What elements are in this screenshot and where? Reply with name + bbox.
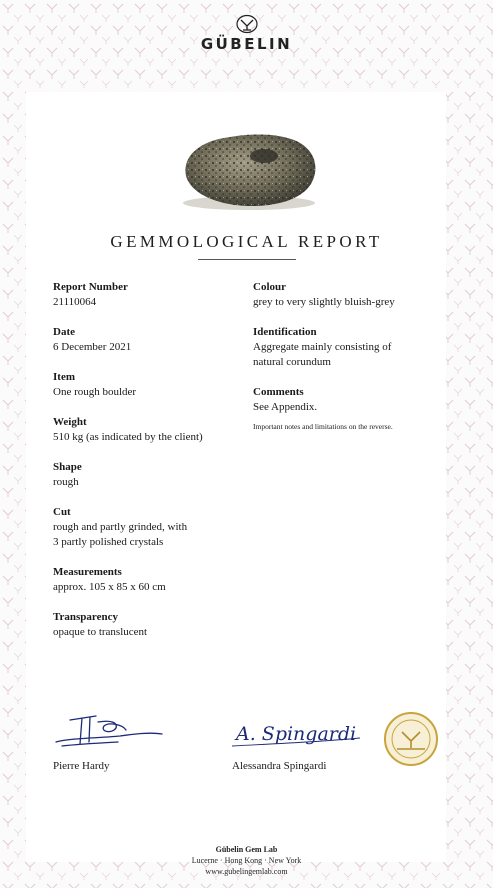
field-value: opaque to translucent <box>53 626 148 638</box>
field-value: Aggregate mainly consisting of natural corundum <box>253 341 392 368</box>
field-report-number <box>53 280 243 325</box>
field-label: Comments <box>253 386 304 398</box>
field-weight <box>53 415 243 460</box>
field-value: rough <box>53 476 79 488</box>
field-shape <box>53 460 243 505</box>
field-label: Shape <box>53 461 82 473</box>
field-value: See Appendix. <box>253 401 318 413</box>
field-label: Item <box>53 371 75 383</box>
field-label: Report Number <box>53 281 128 293</box>
field-label: Identification <box>253 326 317 338</box>
field-value: approx. 105 x 85 x 60 cm <box>53 581 166 593</box>
signatory-right-name: Alessandra Spingardi <box>232 760 327 772</box>
field-value: 6 December 2021 <box>53 341 132 353</box>
limitations-note: Important notes and limitations on the reverse. <box>253 422 393 431</box>
field-colour <box>253 280 443 325</box>
field-label: Cut <box>53 506 71 518</box>
field-measurements <box>53 565 243 610</box>
left-column <box>53 280 243 655</box>
signature-spingardi: A. Spingardi <box>236 723 357 745</box>
field-value: One rough boulder <box>53 386 137 398</box>
field-value: rough and partly grinded, with 3 partly polished crystals <box>53 521 188 548</box>
field-label: Date <box>53 326 75 338</box>
right-column <box>253 280 443 432</box>
gubelin-monogram-icon <box>235 14 259 34</box>
field-value: 510 kg (as indicated by the client) <box>53 431 203 443</box>
field-item <box>53 370 243 415</box>
field-label: Colour <box>253 281 286 293</box>
field-comments <box>253 385 443 421</box>
signature-pierre-hardy <box>56 716 162 746</box>
boulder-photo <box>176 126 322 212</box>
footer <box>0 844 493 877</box>
field-transparency <box>53 610 243 655</box>
brand-name: GÜBELIN <box>200 35 293 53</box>
field-cut <box>53 505 243 565</box>
brand-logo <box>0 14 493 53</box>
gubelin-seal-icon <box>385 713 437 765</box>
footer-cities: Lucerne · Hong Kong · New York <box>191 856 302 865</box>
field-label: Measurements <box>53 566 122 578</box>
footer-lab-name: Gübelin Gem Lab <box>215 845 278 854</box>
signatory-left-name: Pierre Hardy <box>53 760 110 772</box>
field-identification <box>253 325 443 385</box>
field-label: Transparency <box>53 611 118 623</box>
title-divider <box>198 259 296 260</box>
field-label: Weight <box>53 416 87 428</box>
field-value: grey to very slightly bluish-grey <box>253 296 395 308</box>
field-value: 21110064 <box>53 296 97 308</box>
report-title: GEMMOLOGICAL REPORT <box>110 232 383 251</box>
footer-website: www.gubelingemlab.com <box>205 867 288 876</box>
field-date <box>53 325 243 370</box>
